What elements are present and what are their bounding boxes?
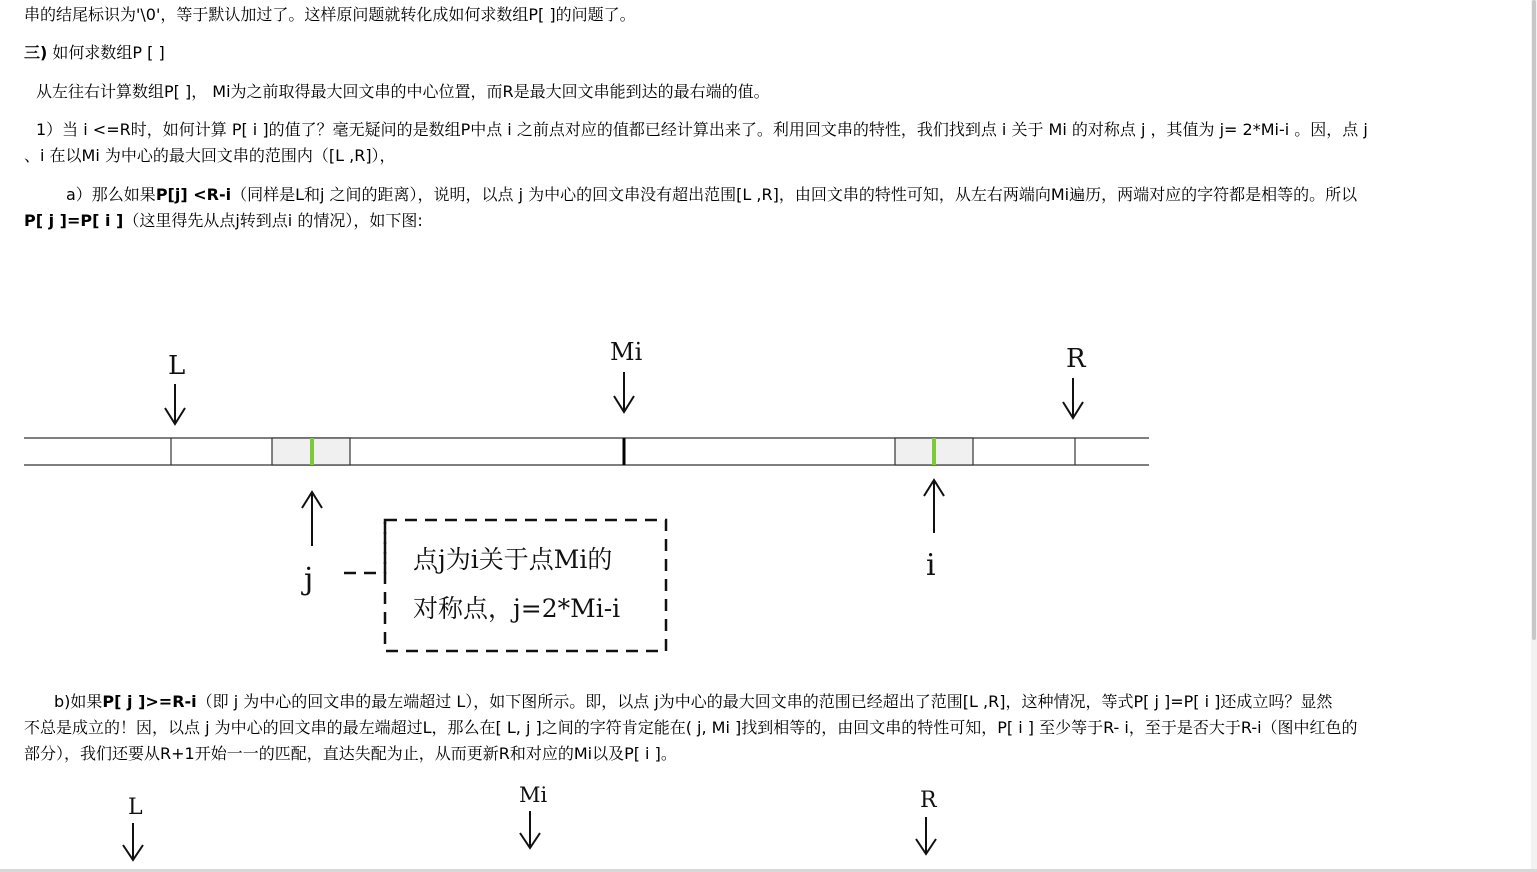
vertical-scrollbar[interactable] bbox=[1531, 0, 1537, 872]
label2-L: L bbox=[128, 795, 143, 820]
string-strip bbox=[24, 438, 1149, 465]
case-a-condition: P[j] <R-i bbox=[155, 185, 232, 204]
arrow2-down-R bbox=[916, 817, 936, 854]
paragraph-overview: 从左往右计算数组P[ ]， Mi为之前取得最大回文串的中心位置，而R是最大回文串能到达的最右端的值。 bbox=[36, 82, 770, 101]
note-box bbox=[385, 520, 666, 651]
arrow-up-i bbox=[924, 480, 944, 533]
label-Mi: Mi bbox=[610, 338, 643, 366]
label-i: i bbox=[926, 548, 936, 583]
label-R: R bbox=[1066, 344, 1086, 374]
arrow-down-L bbox=[165, 384, 185, 424]
arrow-down-R bbox=[1063, 378, 1083, 418]
label2-Mi: Mi bbox=[519, 783, 548, 807]
case-b-condition: P[ j ]>=R-i bbox=[102, 692, 197, 711]
paragraph-case-b-line2: 不总是成立的！因，以点 j 为中心的回文串的最左端超过L，那么在[ L, j ]之间的字符肯定能在( j, Mi ]找到相等的，由回文串的特性可知，P[ i ] 至少等于R- i，至于是否大于R-i（图中红色的 bbox=[24, 718, 1358, 737]
arrow2-down-L bbox=[123, 823, 143, 860]
arrow2-down-Mi bbox=[520, 811, 540, 848]
arrow-down-Mi bbox=[614, 372, 634, 412]
label-j: j bbox=[304, 562, 314, 597]
arrow-up-j bbox=[302, 492, 322, 546]
case-b-explanation: （即 j 为中心的回文串的最左端超过 L），如下图所示。即，以点 j为中心的最大回文串的范围已经超出了范围[L ,R]，这种情况，等式P[ j ]=P[ i ]还成立吗？显然 bbox=[196, 692, 1333, 711]
label2-R: R bbox=[920, 788, 937, 813]
case-a-prefix: a）那么如果 bbox=[66, 185, 156, 204]
case-a-explanation: （同样是L和j 之间的距离），说明，以点 j 为中心的回文串没有超出范围[L ,R]，由回文串的特性可知，从左右两端向Mi遍历，两端对应的字符都是相等的。所以 bbox=[231, 185, 1358, 204]
paragraph-case-b-line3: 部分），我们还要从R+1开始一一的匹配，直达失配为止，从而更新R和对应的Mi以及P[ i ]。 bbox=[24, 744, 677, 763]
note-text-line2: 对称点，j=2*Mi-i bbox=[413, 594, 621, 623]
section-heading-number: 三) bbox=[24, 43, 48, 62]
note-text-line1: 点j为i关于点Mi的 bbox=[413, 545, 613, 574]
section-heading-text: 如何求数组P [ ] bbox=[47, 43, 165, 62]
paragraph-case-b-line1 bbox=[54, 690, 1332, 714]
label-L: L bbox=[168, 351, 186, 381]
scrollbar-thumb[interactable] bbox=[1532, 0, 1536, 640]
case-b-prefix: b)如果 bbox=[54, 692, 103, 711]
note-connector bbox=[344, 520, 385, 573]
case-a-note: （这里得先从点j转到点i 的情况），如下图: bbox=[123, 211, 423, 230]
palindrome-diagram-2 bbox=[123, 783, 938, 860]
paragraph-case1-line1: 1）当 i <=R时，如何计算 P[ i ]的值了？毫无疑问的是数组P中点 i 之前点对应的值都已经计算出来了。利用回文串的特性，我们找到点 i 关于 Mi 的对称点 j ，其值为 j= 2*Mi-i 。因，点 j bbox=[36, 120, 1368, 139]
case-a-result: P[ j ]=P[ i ] bbox=[24, 211, 124, 230]
paragraph-case1-line2: 、i 在以Mi 为中心的最大回文串的范围内（[L ,R]）， bbox=[24, 146, 396, 165]
paragraph-intro: 串的结尾标识为'\0'，等于默认加过了。这样原问题就转化成如何求数组P[ ]的问题了。 bbox=[24, 5, 636, 24]
